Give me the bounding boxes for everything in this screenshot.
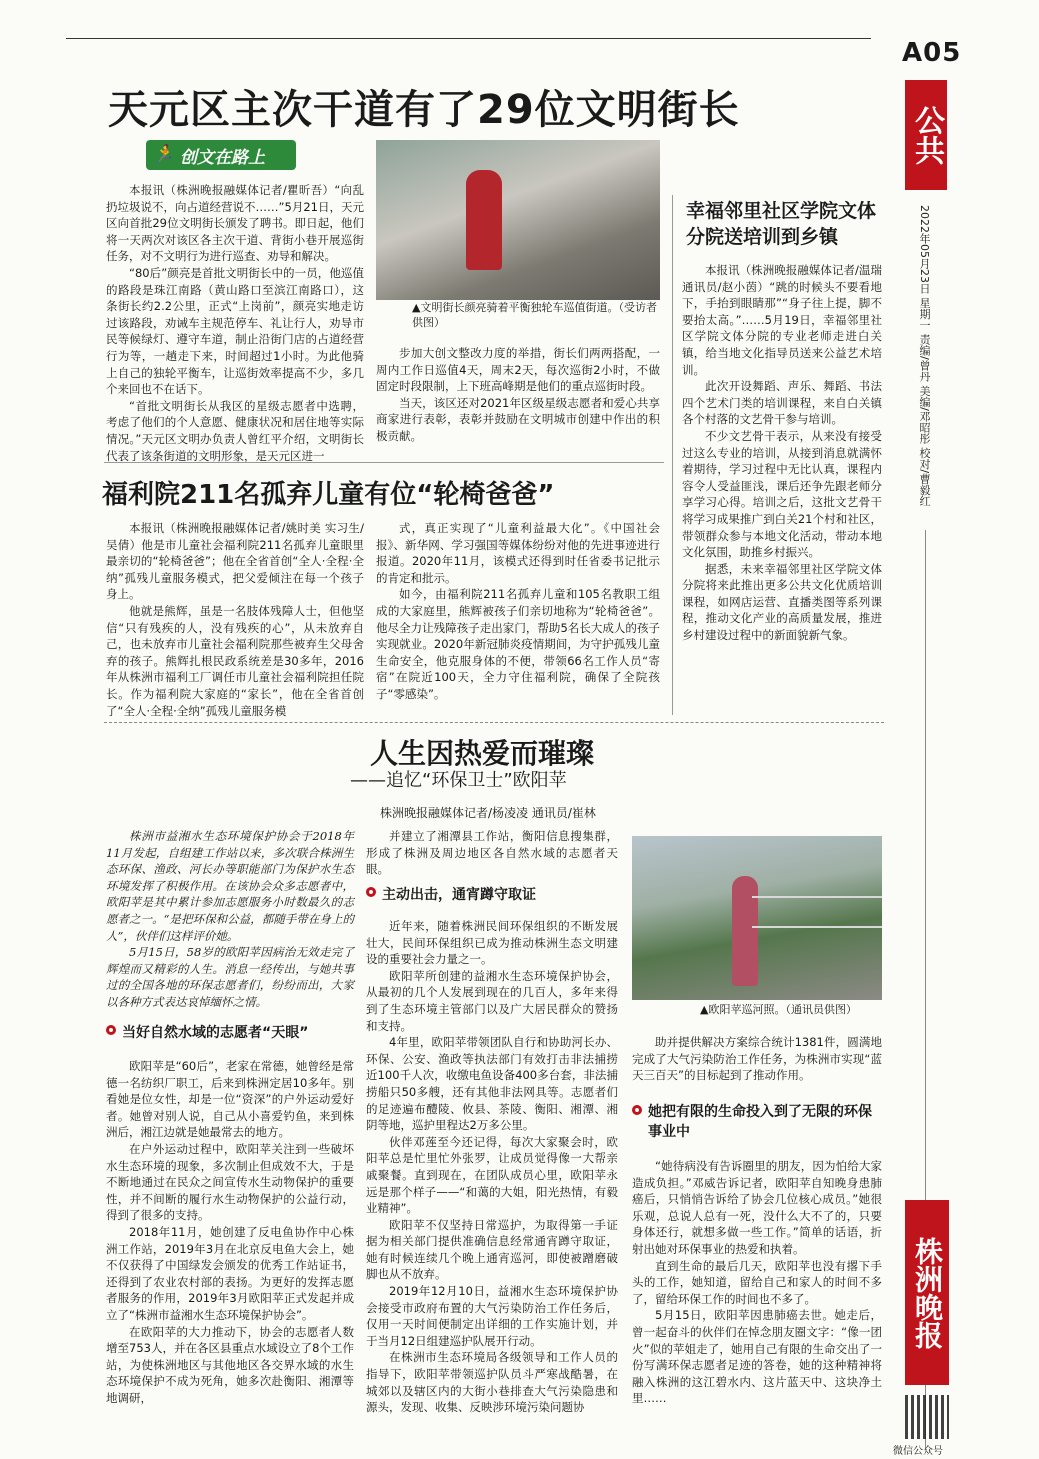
- qr-label: 微信公众号: [893, 1446, 943, 1457]
- story1-caption: ▲文明街长颜亮骑着平衡独轮车巡值街道。（受访者供图）: [412, 301, 657, 329]
- paragraph: “80后”颜亮是首批文明街长中的一员，他巡值的路段是珠江南路（黄山路口至滨江南路口），这条街长约2.2公里，正式“上岗前”，颜亮实地走访过该路段，劝诫车主规范停车、礼让行人，劝导市民等候绿灯、遵守车道，制止沿街门店的占道经营行为等，一趟走下来，时间超过1小时。为此他骑上自己的独轮平衡车，让巡街效率提高不少，多几个来回也不在话下。: [106, 265, 364, 397]
- paragraph: 2018年11月，她创建了反电鱼协作中心株洲工作站，2019年3月在北京反电鱼大会上，她不仅获得了中国绿发会颁发的优秀工作站证书，还得到了农业农村部的表扬。为更好的发挥志愿者服务的作用，2019年3月欧阳苹正式发起并成立了“株洲市益湘水生态环境保护协会”。: [106, 1224, 354, 1322]
- story4-intro: [106, 828, 354, 1011]
- paragraph: 不少文艺骨干表示，从来没有接受过这么专业的培训，从接到消息就满怀着期待，学习过程中无比认真，课程内容令人受益匪浅，课后还争先跟老师分享学习心得。培训之后，这批文艺骨干将学习成果推广到白关21个村和社区，带领群众参与本地文化活动，带动本地文化氛围，助推乡村振兴。: [682, 428, 882, 560]
- bullet-icon: [366, 887, 376, 897]
- paragraph: 本报讯（株洲晚报融媒体记者/姚时美 实习生/吴倩）他是市儿童社会福利院211名孤弃儿童眼里最亲切的“轮椅爸爸”；他在全省首创“全人·全程·全纳”孤残儿童服务模式，把父爱倾注在每一个孩子身上。: [106, 521, 364, 602]
- story4-col2a: [366, 828, 618, 878]
- story4-sub3: [632, 1102, 882, 1142]
- story-divider: [104, 462, 664, 463]
- paragraph: 据悉，未来幸福邻里社区学院文体分院将来此推出更多公共文化优质培训课程，如网店运营、直播类图等系列课程，推动文化产业的高质量发展，推进乡村建设过程中的新面貌新气象。: [682, 561, 882, 643]
- qr-code-icon: [905, 1395, 949, 1439]
- runner-icon: 🏃: [152, 144, 175, 165]
- street-photo: [376, 140, 660, 300]
- story4-byline: 株洲晚报融媒体记者/杨凌凌 通讯员/崔林: [380, 806, 596, 820]
- subheading: 当好自然水域的志愿者“天眼”: [122, 1025, 309, 1041]
- page-number: A05: [902, 38, 962, 68]
- paragraph: 本报讯（株洲晚报融媒体记者/瞿昕吾）“向乱扔垃圾说不，向占道经营说不……”5月21日，天元区向首批29位文明街长颁发了聘书。即日起，他们将一天两次对该区各主次干道、背街小巷开展巡街任务，对不文明行为进行巡查、劝导和解决。: [106, 183, 364, 264]
- top-rule: [66, 38, 871, 39]
- badge-label: 创文在路上: [180, 147, 265, 168]
- paragraph: 伙伴邓莲至今还记得，每次大家聚会时，欧阳苹总是忙里忙外张罗，让成员觉得像一大帮亲戚聚餐。直到现在，在团队成员心里，欧阳苹永远是那个样子——“和蔼的大姐，阳光热情，有毅业精神”。: [366, 1134, 618, 1216]
- paragraph: 在株洲市生态环境局各级领导和工作人员的指导下，欧阳苹带领巡护队员斗严寒战酷暑，在城郊以及辖区内的大街小巷排查大气污染隐患和源头，发现、收集、反映涉环境污染问题协: [366, 1350, 618, 1415]
- story1-col1: [106, 182, 364, 464]
- paragraph: 此次开设舞蹈、声乐、舞蹈、书法四个艺术门类的培训课程，来自白关镇各个村落的文艺骨干参与培训。: [682, 379, 882, 427]
- paragraph: 在户外运动过程中，欧阳苹关注到一些破坏水生态环境的现象，多次制止但成效不大，于是不断地通过在民众之间宣传水生动物保护的重要性，并不间断的履行水生动物保护的公益行动，得到了很多的支持。: [106, 1141, 354, 1223]
- story4-sub2: [366, 884, 618, 904]
- paragraph: 5月15日，欧阳苹因患肺癌去世。她走后，曾一起奋斗的伙伴们在悼念朋友圈文字：“像一团火”似的苹姐走了，她用自己有限的生命交出了一份写满环保志愿者足迹的答卷，她的这种精神将融入株洲的这江碧水内、这片蓝天中、这块净土里……: [632, 1308, 882, 1406]
- paragraph: 欧阳苹不仅坚持日常巡护，为取得第一手证据为相关部门提供准确信息经常通宵蹲守取证，她有时候连续几个晚上通宵巡河，即使被蹭磨破脚也从不放弃。: [366, 1217, 618, 1282]
- person-figure: [466, 170, 502, 270]
- section-label: 公共: [909, 105, 944, 165]
- story4-col2: [366, 918, 618, 1416]
- paragraph: 在欧阳苹的大力推动下，协会的志愿者人数增至753人，并在各区县重点水域设立了8个工作站，为使株洲地区与其他地区各交界水域的水生态环境保护不成为死角，她多次赴衡阳、湘潭等地调研，: [106, 1324, 354, 1405]
- story1-badge: [146, 140, 296, 170]
- railing: [752, 926, 882, 928]
- story3-col1: [106, 520, 364, 719]
- newspaper-logo: [905, 1200, 949, 1385]
- story4-sub1: [106, 1022, 356, 1042]
- story3-col2: [376, 520, 660, 703]
- bullet-icon: [106, 1025, 116, 1035]
- story4-caption: ▲欧阳苹巡河照。（通讯员供图）: [700, 1003, 857, 1016]
- paragraph: “首批文明街长从我区的星级志愿者中选聘，考虑了他们的个人意愿、健康状况和居住地等实际情况。”天元区文明办负责人曾红平介绍，文明街长代表了该条街道的文明形象，是天元区进一: [106, 398, 364, 463]
- paragraph: 近年来，随着株洲民间环保组织的不断发展壮大，民间环保组织已成为推动株洲生态文明建设的重要社会力量之一。: [366, 919, 618, 967]
- story1-col2: [376, 345, 660, 445]
- paragraph: 5月15日，58岁的欧阳苹因病治无效走完了辉煌而又精彩的人生。消息一经传出，与她共事过的全国各地的环保志愿者们，纷纷而出，大家以各种方式表达哀悼缅怀之情。: [106, 945, 354, 1009]
- story-divider: [104, 722, 884, 723]
- story3-title: 福利院211名孤弃儿童有位“轮椅爸爸”: [102, 480, 555, 510]
- paragraph: 2019年12月10日，益湘水生态环境保护协会接受市政府布置的大气污染防治工作任务后，仅用一天时间便制定出详细的工作实施计划，并于当月12日组建巡护队展开行动。: [366, 1284, 618, 1348]
- paragraph: 他就是熊辉，虽是一名肢体残障人士，但他坚信“只有残疾的人，没有残疾的心”，从未放弃自己，也未放弃市儿童社会福利院那些被弃生父母舍弃的孩子。熊辉扎根民政系统差是30多年，2016年从株洲市福利工厂调任市儿童社会福利院担任院长。作为福利院大家庭的“家长”，他在全省首创了“全人·全程·全纳”孤残儿童服务模: [106, 603, 364, 718]
- railing: [752, 896, 882, 898]
- story1-title: 天元区主次干道有了29位文明街长: [108, 87, 740, 133]
- paragraph: “她待病没有告诉圈里的朋友，因为怕给大家造成负担。”邓威告诉记者，欧阳苹自知晚身患肺癌后，只悄悄告诉给了协会几位核心成员。”她很乐观，总说人总有一死，没什么大不了的，只要身体还行，就想多做一些工作。”简单的话语，折射出她对环保事业的热爱和执着。: [632, 1159, 882, 1256]
- story2-body: [682, 262, 882, 644]
- story2-title: 幸福邻里社区学院文体分院送培训到乡镇: [686, 200, 877, 248]
- story4-title: 人生因热爱而璀璨: [370, 737, 595, 770]
- paragraph: 4年里，欧阳苹带领团队自行和协助河长办、环保、公安、渔政等执法部门有效打击非法捕捞近100千人次，收缴电鱼设备400多台套，非法捕捞船只50多艘，还有其他非法网具等。志愿者们的足迹遍布醴陵、攸县、茶陵、衡阳、湘潭、湘阴等地，巡护里程达2万多公里。: [366, 1035, 618, 1133]
- logo-text: 株洲晚报: [911, 1236, 944, 1349]
- paragraph: 步加大创文整改力度的举措，街长们两两搭配，一周内工作日巡值4天，周末2天，每次巡街2小时，不做固定时段限制，上下班高峰期是他们的重点巡街时段。: [376, 346, 660, 394]
- bullet-icon: [632, 1105, 642, 1115]
- story4-col3: [632, 1158, 882, 1407]
- paragraph: 当天，该区还对2021年区级星级志愿者和爱心共享商家进行表彰，表彰并鼓励在文明城市创建中作出的积极贡献。: [376, 395, 660, 443]
- paragraph: 如今，由福利院211名孤弃儿童和105名教职工组成的大家庭里，熊辉被孩子们亲切地称为“轮椅爸爸”。他尽全力让残障孩子走出家门，帮助5名长大成人的孩子实现就业。2020年新冠肺炎疫情期间，为守护孤残儿童生命安全，他克服身体的不便，带领66名工作人员“寄宿”在院近100天，全力守住福利院，确保了全院孩子“零感染”。: [376, 587, 660, 701]
- paragraph: 式，真正实现了“儿童利益最大化”。《中国社会报》、新华网、学习强国等媒体纷纷对他的先进事迹进行报道。2020年11月，该模式还得到时任省委书记批示的肯定和批示。: [376, 521, 660, 585]
- section-tab: [905, 80, 947, 190]
- paragraph: 欧阳苹是“60后”，老家在常德，她曾经是常德一名纺织厂职工，后来到株洲定居10多年。别看她是位女性，却是一位“资深”的户外运动爱好者。她曾对别人说，自己从小喜爱钓鱼，来到株洲后，湘江边就是她最常去的地方。: [106, 1059, 354, 1140]
- paragraph: 助并提供解决方案综合统计1381件，圆满地完成了大气污染防治工作任务，为株洲市实现“蓝天三百天”的目标起到了推动作用。: [632, 1035, 882, 1083]
- story4-col1: [106, 1058, 354, 1406]
- paragraph: 欧阳苹所创建的益湘水生态环境保护协会，从最初的几个人发展到现在的几百人，多年来得到了生态环境主管部门以及广大居民群众的赞扬和支持。: [366, 968, 618, 1033]
- paragraph: 株洲市益湘水生态环境保护协会于2018年11月发起，自组建工作站以来，多次联合株洲生态环保、渔政、河长办等职能部门为保护水生态环境发挥了积极作用。在该协会众多志愿者中，欧阳苹是其中累计参加志愿服务小时数最久的志愿者之一。“是把环保和公益，都随手带在身上的人”，伙伴们这样评价她。: [106, 829, 354, 943]
- column-divider: [672, 195, 673, 715]
- subheading: 她把有限的生命投入到了无限的环保事业中: [648, 1104, 872, 1140]
- paragraph: 本报讯（株洲晚报融媒体记者/温瑞 通讯员/赵小茵）“跳的时候头不要看地下，手抬到眼睛那”“身子往上提，脚不要抬太高。”……5月19日，幸福邻里社区学院文体分院的专业老师走进白关镇，给当地文化指导员送来公益艺术培训。: [682, 263, 882, 377]
- river-photo: [632, 836, 882, 1000]
- issue-info: 2022年05月23日 星期一 责编/曾丹 美编/邓昭彤 校对/曹毅红: [918, 205, 931, 507]
- subheading: 主动出击，通宵蹲守取证: [382, 887, 536, 903]
- paragraph: 直到生命的最后几天，欧阳苹也没有撂下手头的工作，她知道，留给自己和家人的时间不多了，留给环保工作的时间也不多了。: [632, 1258, 882, 1306]
- story4-subtitle: ——追忆“环保卫士”欧阳苹: [350, 770, 567, 791]
- person-figure: [732, 876, 758, 986]
- story4-col3a: [632, 1034, 882, 1084]
- paragraph: 并建立了湘潭县工作站，衡阳信息搜集群，形成了株洲及周边地区各自然水域的志愿者天眼。: [366, 829, 618, 877]
